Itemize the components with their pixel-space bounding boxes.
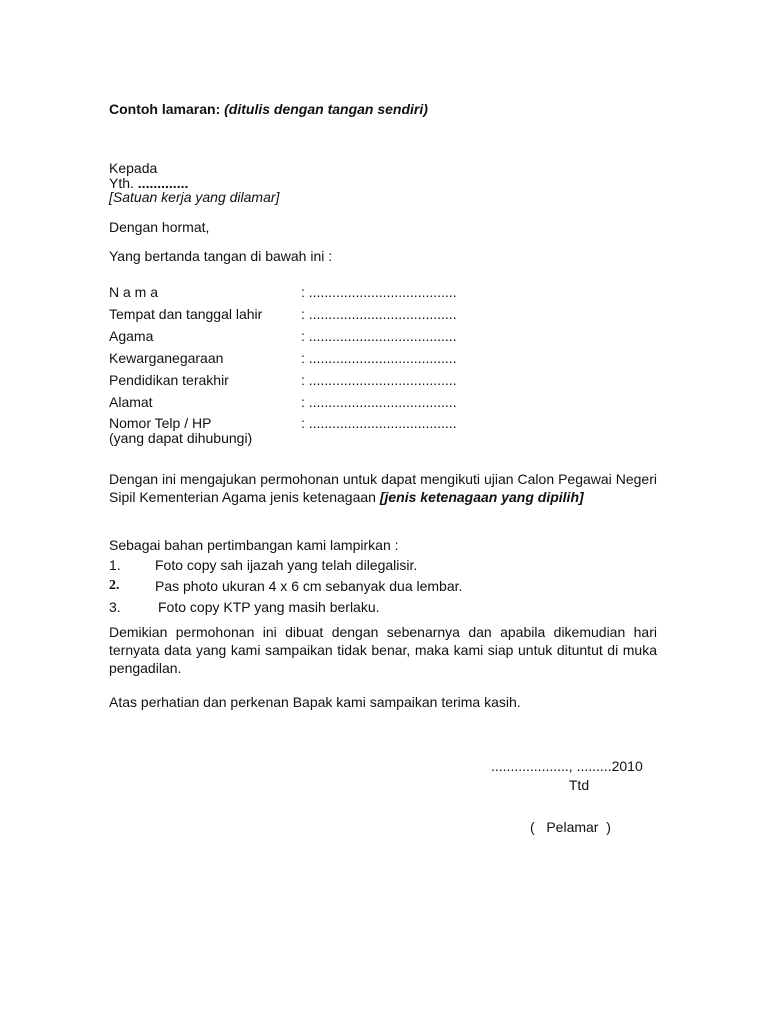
field-sublabel-telp: (yang dapat dihubungi) <box>109 430 253 446</box>
page-title <box>109 101 428 117</box>
field-value-ttl: : ...................................... <box>301 306 457 322</box>
field-label-nama: N a m a <box>109 284 159 300</box>
field-value-nama: : ...................................... <box>301 284 457 300</box>
request-paragraph <box>109 470 657 506</box>
request-text: Dengan ini mengajukan permohonan untuk dapat mengikuti ujian Calon Pegawai Negeri Sipil Kementerian Agama jenis ketenagaan <box>109 471 657 505</box>
field-label-agama: Agama <box>109 328 154 344</box>
field-label-pendidikan: Pendidikan terakhir <box>109 372 229 388</box>
field-label-ttl: Tempat dan tanggal lahir <box>109 306 263 322</box>
field-value-pendidikan: : ...................................... <box>301 372 457 388</box>
signature-ttd: Ttd <box>568 777 590 793</box>
attachment-num-2: 2. <box>109 578 120 593</box>
request-emphasis: [jenis ketenagaan yang dipilih] <box>379 489 584 505</box>
attachment-num-3: 3. <box>109 599 121 615</box>
yth-label: Yth. <box>109 175 134 191</box>
greeting: Dengan hormat, <box>109 219 210 235</box>
field-label-telp: Nomor Telp / HP <box>109 415 212 431</box>
closing-paragraph: Demikian permohonan ini dibuat dengan sebenarnya dan apabila dikemudian hari ternyata data yang kami sampaikan tidak benar, maka kami siap untuk dituntut di muka pengadilan. <box>109 624 657 676</box>
title-bold: Contoh lamaran: <box>109 101 221 117</box>
signature-place-date: ...................., .........2010 <box>491 758 643 774</box>
field-label-alamat: Alamat <box>109 394 153 410</box>
intro-text: Yang bertanda tangan di bawah ini : <box>109 248 333 264</box>
field-value-agama: : ...................................... <box>301 328 457 344</box>
field-value-telp: : ...................................... <box>301 415 457 431</box>
field-value-kewarganegaraan: : ...................................... <box>301 350 457 366</box>
attachment-text-1: Foto copy sah ijazah yang telah dilegalisir. <box>155 557 418 573</box>
field-label-kewarganegaraan: Kewarganegaraan <box>109 350 224 366</box>
yth-dots: ............. <box>137 175 189 191</box>
addressee-unit: [Satuan kerja yang dilamar] <box>109 189 280 205</box>
attachments-intro: Sebagai bahan pertimbangan kami lampirkan : <box>109 537 399 553</box>
title-italic: (ditulis dengan tangan sendiri) <box>224 101 428 117</box>
field-value-alamat: : ...................................... <box>301 394 457 410</box>
attachment-num-1: 1. <box>109 557 121 573</box>
thanks-text: Atas perhatian dan perkenan Bapak kami sampaikan terima kasih. <box>109 694 521 710</box>
signature-name: ( Pelamar ) <box>530 819 611 835</box>
attachment-text-3: Foto copy KTP yang masih berlaku. <box>158 599 380 615</box>
attachment-text-2: Pas photo ukuran 4 x 6 cm sebanyak dua lembar. <box>155 578 463 594</box>
addressee-kepada: Kepada <box>109 160 158 176</box>
